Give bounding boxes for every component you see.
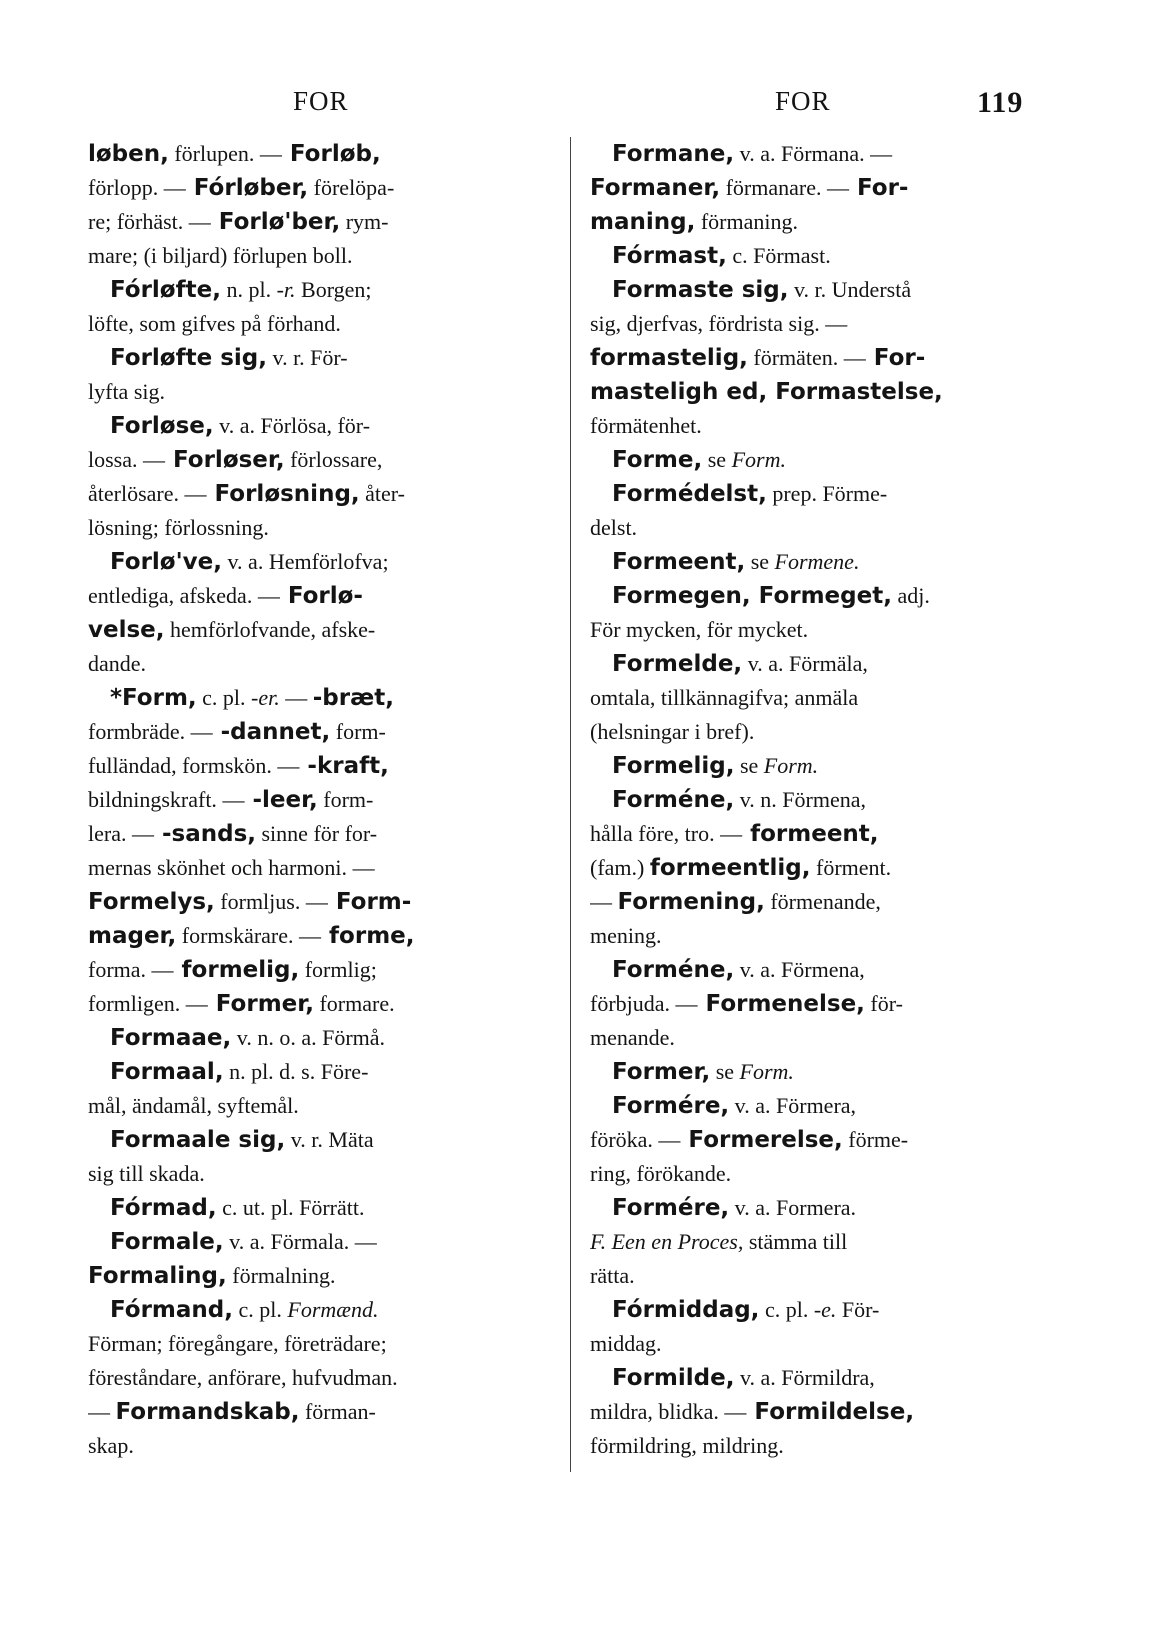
headword: Form- xyxy=(327,889,412,915)
gloss-text: återlösare. xyxy=(88,481,185,506)
entry-line xyxy=(88,1225,564,1259)
headword: løben, xyxy=(88,141,169,167)
entry-line xyxy=(590,749,1066,783)
gloss-text: förlopp. xyxy=(88,175,164,200)
gloss-text: förmenande, xyxy=(764,889,881,914)
headword: Formilde, xyxy=(612,1365,735,1391)
gloss-text: dande. xyxy=(88,651,147,676)
headword: Formédelst, xyxy=(612,481,767,507)
entry-line xyxy=(88,647,564,681)
gloss-text: Förman; föregångare, företrädare; xyxy=(88,1331,387,1356)
headword: Forme, xyxy=(612,447,703,473)
headword: Formegen, Formeget, xyxy=(612,583,892,609)
headword: Formenelse, xyxy=(697,991,865,1017)
gloss-text: formligen. xyxy=(88,991,186,1016)
gloss-text: v. n. Förmena, xyxy=(734,787,866,812)
left-column xyxy=(88,137,564,1463)
gloss-text: för- xyxy=(864,991,903,1016)
dash: — xyxy=(720,821,743,846)
headword: Forløb, xyxy=(281,141,381,167)
headword: forme, xyxy=(321,923,415,949)
dash: — xyxy=(870,141,893,166)
headword: Formale, xyxy=(110,1229,224,1255)
gloss-text: v. a. Förmena, xyxy=(734,957,865,982)
entry-line xyxy=(590,1157,1066,1191)
gloss-text: delst. xyxy=(590,515,638,540)
running-head-left: FOR xyxy=(293,86,349,116)
headword: velse, xyxy=(88,617,165,643)
headword: Formelde, xyxy=(612,651,743,677)
gloss-text: förmildring, mildring. xyxy=(590,1433,784,1458)
gloss-text: (fam.) xyxy=(590,855,650,880)
gloss-text: förbjuda. xyxy=(590,991,676,1016)
gloss-text: formlig; xyxy=(299,957,377,982)
gloss-text: hålla före, tro. xyxy=(590,821,721,846)
entry-line xyxy=(88,715,564,749)
dash: — xyxy=(188,209,211,234)
headword: maning, xyxy=(590,209,696,235)
gloss-text: förmäten. xyxy=(747,345,844,370)
headword: Forløser, xyxy=(165,447,285,473)
gloss-text: formbräde. xyxy=(88,719,191,744)
entry-line xyxy=(88,545,564,579)
headword: formastelig, xyxy=(590,345,748,371)
entry-line xyxy=(590,137,1066,171)
headword: Forløfte sig, xyxy=(110,345,267,371)
italic-text: -er. xyxy=(251,685,280,710)
gloss-text: lösning; förlossning. xyxy=(88,515,269,540)
gloss-text: c. pl. xyxy=(233,1297,288,1322)
gloss-text: förlossare, xyxy=(284,447,383,472)
gloss-text: förmätenhet. xyxy=(590,413,702,438)
headword: Formaste sig, xyxy=(612,277,789,303)
headword: Fórløber, xyxy=(185,175,309,201)
gloss-text: forma. xyxy=(88,957,152,982)
headword: Forlø- xyxy=(279,583,363,609)
entry-line xyxy=(590,953,1066,987)
gloss-text: stämma till xyxy=(743,1229,848,1254)
gloss-text: re; förhäst. xyxy=(88,209,189,234)
dash: — xyxy=(190,719,213,744)
dash: — xyxy=(305,889,328,914)
entry-line xyxy=(590,613,1066,647)
gloss-text: n. pl. d. s. Före- xyxy=(223,1059,369,1084)
entry-line xyxy=(88,171,564,205)
headword: Forlø've, xyxy=(110,549,222,575)
gloss-text: förmanare. xyxy=(720,175,827,200)
gloss-text: fulländad, formskön. xyxy=(88,753,278,778)
dash: — xyxy=(163,175,186,200)
entry-line xyxy=(590,647,1066,681)
headword: Formening, xyxy=(617,889,765,915)
headword: Formaae, xyxy=(110,1025,232,1051)
gloss-text: form- xyxy=(330,719,386,744)
gloss-text: mening. xyxy=(590,923,662,948)
headword: -leer, xyxy=(244,787,318,813)
gloss-text: förlupen. xyxy=(168,141,260,166)
entry-line xyxy=(88,579,564,613)
headword: *Form, xyxy=(110,685,197,711)
entry-line xyxy=(590,171,1066,205)
gloss-text: Borgen; xyxy=(295,277,372,302)
dash: — xyxy=(658,1127,681,1152)
gloss-text: formskärare. xyxy=(176,923,300,948)
italic-text: Formænd. xyxy=(287,1297,379,1322)
dash: — xyxy=(825,311,848,336)
gloss-text: föröka. xyxy=(590,1127,659,1152)
gloss-text: v. a. Förmala. xyxy=(223,1229,355,1254)
gloss-text: omtala, tillkännagifva; anmäla xyxy=(590,685,859,710)
gloss-text: bildningskraft. xyxy=(88,787,223,812)
entry-line xyxy=(88,341,564,375)
entry-line xyxy=(88,987,564,1021)
headword: -bræt, xyxy=(312,685,394,711)
gloss-text: prep. Förme- xyxy=(766,481,888,506)
entry-line xyxy=(88,681,564,715)
headword: Formaling, xyxy=(88,1263,227,1289)
gloss-text: v. a. Förmana. xyxy=(734,141,871,166)
gloss-text: förme- xyxy=(842,1127,909,1152)
gloss-text: lyfta sig. xyxy=(88,379,165,404)
gloss-text: mål, ändamål, syftemål. xyxy=(88,1093,299,1118)
dash: — xyxy=(724,1399,747,1424)
entry-line xyxy=(590,1361,1066,1395)
headword: Formelig, xyxy=(612,753,735,779)
dash: — xyxy=(299,923,322,948)
italic-text: Form. xyxy=(731,447,786,472)
dash: — xyxy=(843,345,866,370)
entry-line xyxy=(590,715,1066,749)
entry-line xyxy=(590,1429,1066,1463)
dash: — xyxy=(354,1229,377,1254)
headword: Fórmast, xyxy=(612,243,727,269)
gloss-text: lossa. xyxy=(88,447,143,472)
dash: — xyxy=(277,753,300,778)
italic-text: Form. xyxy=(763,753,819,778)
gloss-text: (helsningar i bref). xyxy=(590,719,755,744)
entry-line xyxy=(590,579,1066,613)
gloss-text: formare. xyxy=(313,991,395,1016)
gloss-text: mare; (i biljard) förlupen boll. xyxy=(88,243,353,268)
entry-line xyxy=(88,1157,564,1191)
headword: Formaal, xyxy=(110,1059,224,1085)
dash: — xyxy=(279,685,313,710)
entry-line xyxy=(88,409,564,443)
dash: — xyxy=(185,991,208,1016)
gloss-text: n. pl. xyxy=(220,277,277,302)
entry-line xyxy=(590,1021,1066,1055)
headword: Formerelse, xyxy=(680,1127,843,1153)
headword: Formelys, xyxy=(88,889,215,915)
gloss-text: menande. xyxy=(590,1025,675,1050)
headword: -dannet, xyxy=(212,719,331,745)
gloss-text: rätta. xyxy=(590,1263,635,1288)
gloss-text: se xyxy=(710,1059,740,1084)
gloss-text: c. ut. pl. Förrätt. xyxy=(216,1195,365,1220)
gloss-text: v. n. o. a. Förmå. xyxy=(231,1025,386,1050)
headword: Fórløfte, xyxy=(110,277,221,303)
entry-line xyxy=(590,341,1066,375)
headword: mager, xyxy=(88,923,177,949)
headword: Fórmad, xyxy=(110,1195,217,1221)
entry-line xyxy=(88,375,564,409)
entry-line xyxy=(590,1395,1066,1429)
headword: formeent, xyxy=(742,821,879,847)
gloss-text: lera. xyxy=(88,821,132,846)
entry-line xyxy=(88,1055,564,1089)
gloss-text: förmaning. xyxy=(695,209,798,234)
headword: Former, xyxy=(612,1059,711,1085)
entry-line xyxy=(590,239,1066,273)
entry-line xyxy=(88,1191,564,1225)
entry-line xyxy=(590,681,1066,715)
entry-line xyxy=(590,511,1066,545)
headword: formelig, xyxy=(173,957,300,983)
gloss-text: skap. xyxy=(88,1433,134,1458)
gloss-text: För- xyxy=(836,1297,880,1322)
entry-line xyxy=(590,307,1066,341)
entry-line xyxy=(590,1293,1066,1327)
page-number: 119 xyxy=(977,86,1024,119)
dash: — xyxy=(826,175,849,200)
dash: — xyxy=(131,821,154,846)
entry-line xyxy=(590,885,1066,919)
entry-line xyxy=(590,817,1066,851)
gloss-text: löfte, som gifves på förhand. xyxy=(88,311,341,336)
entry-line xyxy=(590,273,1066,307)
headword: For- xyxy=(865,345,926,371)
entry-line xyxy=(88,511,564,545)
headword: Forméne, xyxy=(612,787,735,813)
gloss-text: v. a. Förmera, xyxy=(729,1093,857,1118)
entry-line xyxy=(590,783,1066,817)
entry-line xyxy=(590,1191,1066,1225)
italic-text: -r. xyxy=(276,277,296,302)
entry-line xyxy=(88,953,564,987)
entry-line xyxy=(88,1395,564,1429)
headword: For- xyxy=(848,175,909,201)
entry-line xyxy=(590,545,1066,579)
entry-line xyxy=(590,375,1066,409)
entry-line xyxy=(88,885,564,919)
gloss-text: v. a. Förmäla, xyxy=(742,651,868,676)
entry-line xyxy=(590,1327,1066,1361)
headword: Former, xyxy=(207,991,314,1017)
column-divider xyxy=(570,137,571,1472)
entry-line xyxy=(88,1429,564,1463)
headword: Forlø'ber, xyxy=(210,209,341,235)
entry-line xyxy=(590,205,1066,239)
entry-line xyxy=(590,919,1066,953)
headword: Formeent, xyxy=(612,549,746,575)
headword: Formaale sig, xyxy=(110,1127,286,1153)
gloss-text: förment. xyxy=(810,855,892,880)
dash: — xyxy=(675,991,698,1016)
entry-line xyxy=(590,477,1066,511)
gloss-text: sig, djerfvas, fördrista sig. xyxy=(590,311,826,336)
entry-line xyxy=(590,443,1066,477)
headword: Formandskab, xyxy=(115,1399,300,1425)
dash: — xyxy=(184,481,207,506)
dash: — xyxy=(257,583,280,608)
entry-line xyxy=(590,1123,1066,1157)
italic-text: Form. xyxy=(739,1059,794,1084)
entry-line xyxy=(88,1123,564,1157)
entry-line xyxy=(88,749,564,783)
dash: — xyxy=(151,957,174,982)
gloss-text: sig till skada. xyxy=(88,1161,205,1186)
gloss-text: middag. xyxy=(590,1331,662,1356)
gloss-text: ring, förökande. xyxy=(590,1161,732,1186)
entry-line xyxy=(590,851,1066,885)
running-head-right: FOR xyxy=(775,86,831,116)
gloss-text: v. a. Formera. xyxy=(729,1195,857,1220)
gloss-text: se xyxy=(734,753,764,778)
headword: Forméne, xyxy=(612,957,735,983)
gloss-text: v. r. Mäta xyxy=(285,1127,374,1152)
headword: Formane, xyxy=(612,141,735,167)
gloss-text: adj. xyxy=(891,583,930,608)
entry-line xyxy=(88,817,564,851)
gloss-text: föreståndare, anförare, hufvudman. xyxy=(88,1365,398,1390)
gloss-text: förelöpa- xyxy=(308,175,395,200)
headword: Formére, xyxy=(612,1195,730,1221)
gloss-text: v. a. Förlösa, för- xyxy=(213,413,371,438)
headword: -kraft, xyxy=(299,753,389,779)
entry-line xyxy=(88,851,564,885)
dash: — xyxy=(352,855,375,880)
entry-line xyxy=(88,919,564,953)
gloss-text: förmalning. xyxy=(226,1263,336,1288)
headword: Formildelse, xyxy=(746,1399,915,1425)
gloss-text: formljus. xyxy=(214,889,306,914)
entry-line xyxy=(88,137,564,171)
gloss-text: åter- xyxy=(359,481,405,506)
entry-line xyxy=(88,1361,564,1395)
entry-line xyxy=(590,1089,1066,1123)
headword: Formére, xyxy=(612,1093,730,1119)
gloss-text: v. r. Understå xyxy=(788,277,912,302)
headword: Fórmiddag, xyxy=(612,1297,760,1323)
gloss-text: se xyxy=(745,549,775,574)
dash: — xyxy=(143,447,165,472)
headword: Formaner, xyxy=(590,175,721,201)
headword: formeentlig, xyxy=(649,855,811,881)
entry-line xyxy=(590,1055,1066,1089)
gloss-text: mildra, blidka. xyxy=(590,1399,725,1424)
entry-line xyxy=(88,1259,564,1293)
headword: masteligh ed, Formastelse, xyxy=(590,379,943,405)
entry-line xyxy=(88,1327,564,1361)
dash: — xyxy=(88,1399,116,1424)
entry-line xyxy=(88,443,564,477)
entry-line xyxy=(88,239,564,273)
headword: Forløsning, xyxy=(206,481,360,507)
entry-line xyxy=(88,1293,564,1327)
dash: — xyxy=(222,787,245,812)
entry-line xyxy=(88,1021,564,1055)
entry-line xyxy=(88,205,564,239)
gloss-text: hemförlofvande, afske- xyxy=(164,617,376,642)
headword: Forløse, xyxy=(110,413,214,439)
entry-line xyxy=(88,1089,564,1123)
italic-text: F. Een en Proces, xyxy=(590,1229,744,1254)
entry-line xyxy=(88,273,564,307)
gloss-text: mernas skönhet och harmoni. xyxy=(88,855,353,880)
gloss-text: v. r. För- xyxy=(267,345,348,370)
entry-line xyxy=(590,409,1066,443)
gloss-text: sinne för for- xyxy=(256,821,378,846)
gloss-text: c. pl. xyxy=(759,1297,814,1322)
entry-line xyxy=(88,613,564,647)
dash: — xyxy=(259,141,282,166)
entry-line xyxy=(590,1225,1066,1259)
gloss-text: förman- xyxy=(299,1399,376,1424)
entry-line xyxy=(590,987,1066,1021)
entry-line xyxy=(88,477,564,511)
italic-text: Formene. xyxy=(774,549,860,574)
right-column xyxy=(590,137,1066,1463)
gloss-text: se xyxy=(702,447,732,472)
gloss-text: c. pl. xyxy=(196,685,252,710)
gloss-text: v. a. Hemförlofva; xyxy=(221,549,389,574)
dash: — xyxy=(590,889,618,914)
headword: -sands, xyxy=(153,821,256,847)
gloss-text: form- xyxy=(317,787,374,812)
gloss-text: entlediga, afskeda. xyxy=(88,583,258,608)
headword: Fórmand, xyxy=(110,1297,233,1323)
gloss-text: c. Förmast. xyxy=(726,243,831,268)
entry-line xyxy=(88,307,564,341)
entry-line xyxy=(88,783,564,817)
gloss-text: För mycken, för mycket. xyxy=(590,617,809,642)
gloss-text: rym- xyxy=(340,209,389,234)
italic-text: -e. xyxy=(813,1297,837,1322)
entry-line xyxy=(590,1259,1066,1293)
gloss-text: v. a. Förmildra, xyxy=(734,1365,875,1390)
